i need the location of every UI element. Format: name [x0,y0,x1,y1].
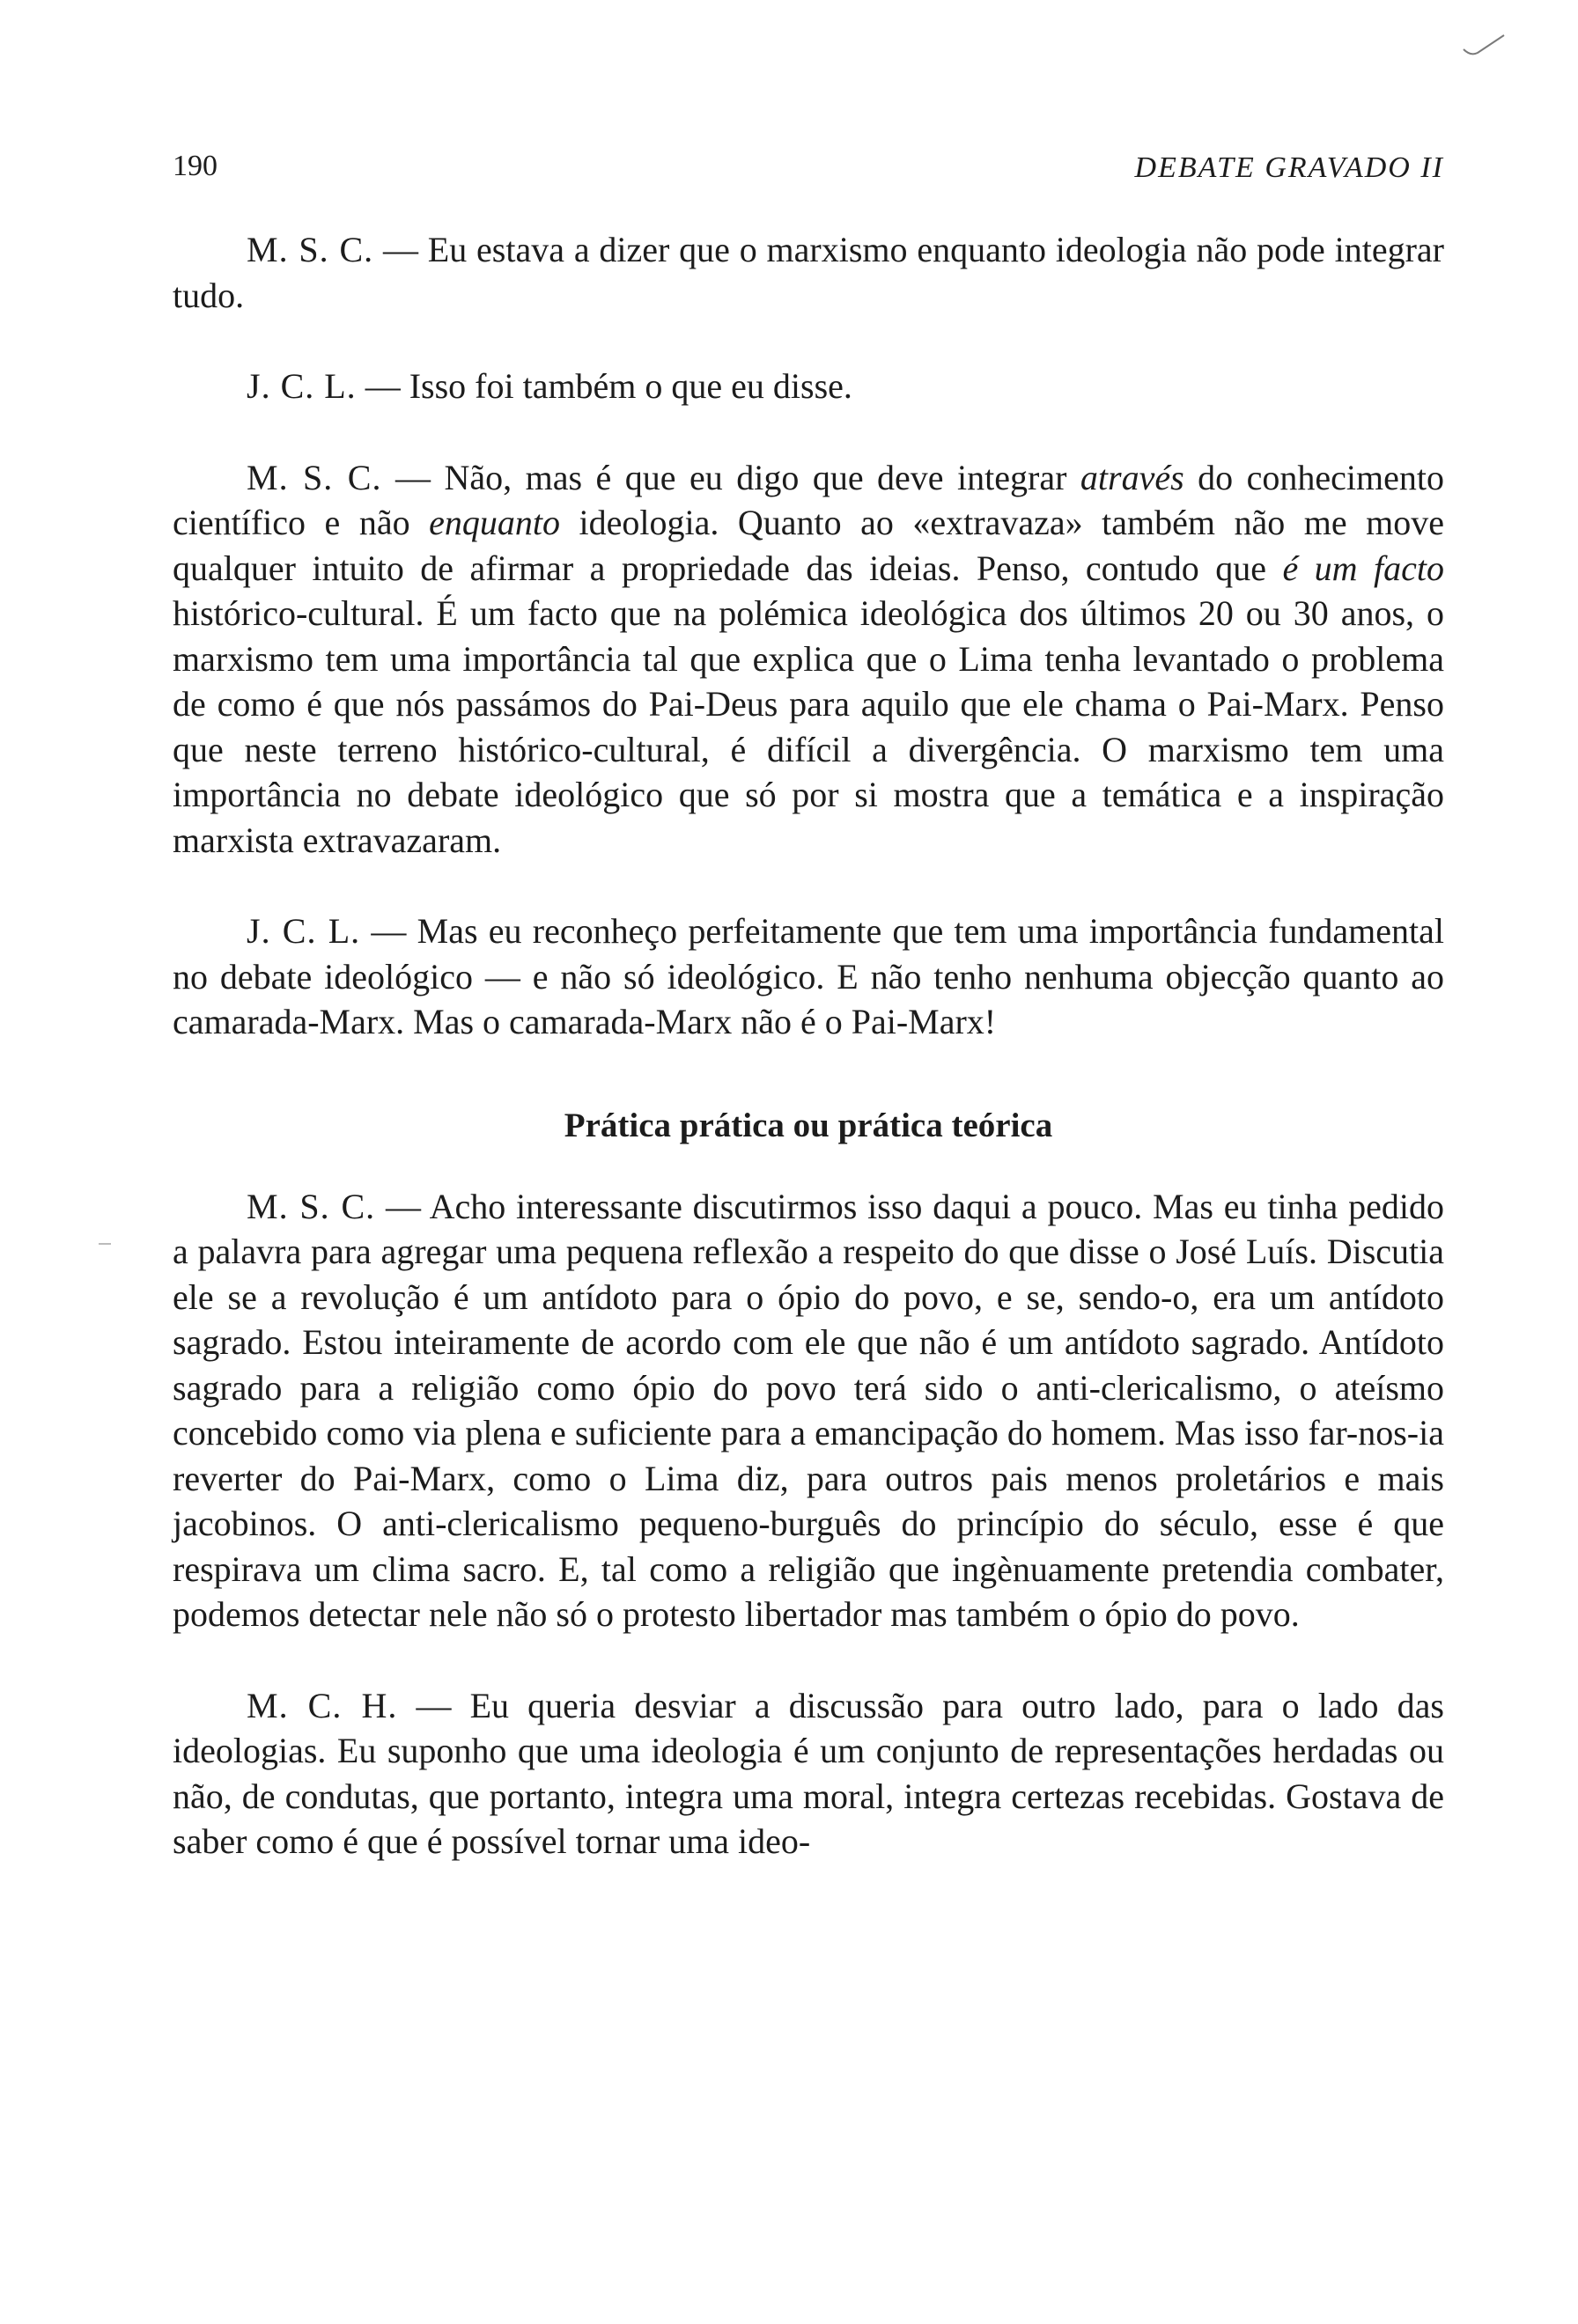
speaker-initials: J. C. L. [247,911,361,951]
dialogue-paragraph [173,1683,1444,1864]
paragraph-text: Isso foi também o que eu disse. [409,366,852,406]
paragraph-text: do conhecimento científico e não [173,457,1445,542]
italic-text: é um facto [1282,548,1445,588]
section-heading: Prática prática ou prática teórica [564,1106,1053,1144]
margin-mark [99,1243,111,1245]
dialogue-paragraph [173,227,1444,318]
pencil-check-mark [1462,33,1506,60]
paragraph-text: Mas eu reconheço perfeitamente que tem uma importância fundamental no debate ideológico — e não só ideológico. E não tenho nenhuma objecção quanto ao camarada-Marx. Mas o camarada-Marx não é o Pai-Marx! [173,911,1444,1041]
em-dash: — [375,1186,430,1226]
paragraph-text: Não, mas é que eu digo que deve integrar [444,457,1080,497]
dialogue-paragraph [173,908,1444,1045]
paragraph-text: Eu estava a dizer que o marxismo enquanto ideologia não pode integrar tudo. [173,230,1445,315]
em-dash: — [397,1685,470,1725]
body-text [173,227,1444,1864]
em-dash: — [373,230,428,269]
paragraph-text: ideologia. Quanto ao «extravaza» também não me move qualquer intuito de afirmar a propriedade das ideias. Penso, contudo que [173,503,1444,588]
speaker-initials: M. C. H. [247,1685,398,1725]
paragraph-text: histórico-cultural. É um facto que na polémica ideológica dos últimos 20 ou 30 anos, o marxismo tem uma importância tal que explica que o Lima tenha levantado o problema de como é que nós passámos do Pai-Deus para aquilo que ele chama o Pai-Marx. Penso que neste terreno histórico-cultural, é difícil a divergência. O marxismo tem uma importância no debate ideológico que só por si mostra que a temática e a inspiração marxista extravazaram. [173,593,1444,860]
em-dash: — [360,911,417,951]
paragraphs-before-heading [173,227,1444,1045]
speaker-initials: J. C. L. [247,366,357,406]
italic-text: enquanto [429,503,560,542]
dialogue-paragraph [173,1184,1444,1637]
dialogue-paragraph [173,455,1444,864]
speaker-initials: M. S. C. [247,1186,376,1226]
em-dash: — [356,366,409,406]
speaker-initials: M. S. C. [247,230,374,269]
page-header [173,141,1444,194]
em-dash: — [381,457,445,497]
speaker-initials: M. S. C. [247,457,382,497]
dialogue-paragraph [173,364,1444,409]
page-number: 190 [173,150,218,182]
paragraph-text: Acho interessante discutirmos isso daqui a pouco. Mas eu tinha pedido a palavra para agregar uma pequena reflexão a respeito do que disse o José Luís. Discutia ele se a revolução é um antídoto para o ópio do povo, e se, sendo-o, era um antídoto sagrado. Estou inteiramente de acordo com ele que não é um antídoto sagrado. Antídoto sagrado para a religião como ópio do povo terá sido o anti-clericalismo, o ateísmo concebido como via plena e suficiente para a emancipação do homem. Mas isso far-nos-ia reverter do Pai-Marx, como o Lima diz, para outros pais menos proletários e mais jacobinos. O anti-clericalismo pequeno-burguês do princípio do século, esse é que respirava um clima sacro. E, tal como a religião que ingènuamente pretendia combater, podemos detectar nele não só o protesto libertador mas também o ópio do povo. [173,1186,1444,1634]
italic-text: através [1080,457,1184,497]
paragraph-text: Eu queria desviar a discussão para outro lado, para o lado das ideologias. Eu suponho que uma ideologia é um conjunto de representações herdadas ou não, de condutas, que portanto, integra uma moral, integra certezas recebidas. Gostava de saber como é que é possível tornar uma ideo- [173,1685,1444,1861]
paragraphs-after-heading [173,1184,1444,1864]
book-page [173,141,1444,1864]
running-title: DEBATE GRAVADO II [1134,151,1444,184]
